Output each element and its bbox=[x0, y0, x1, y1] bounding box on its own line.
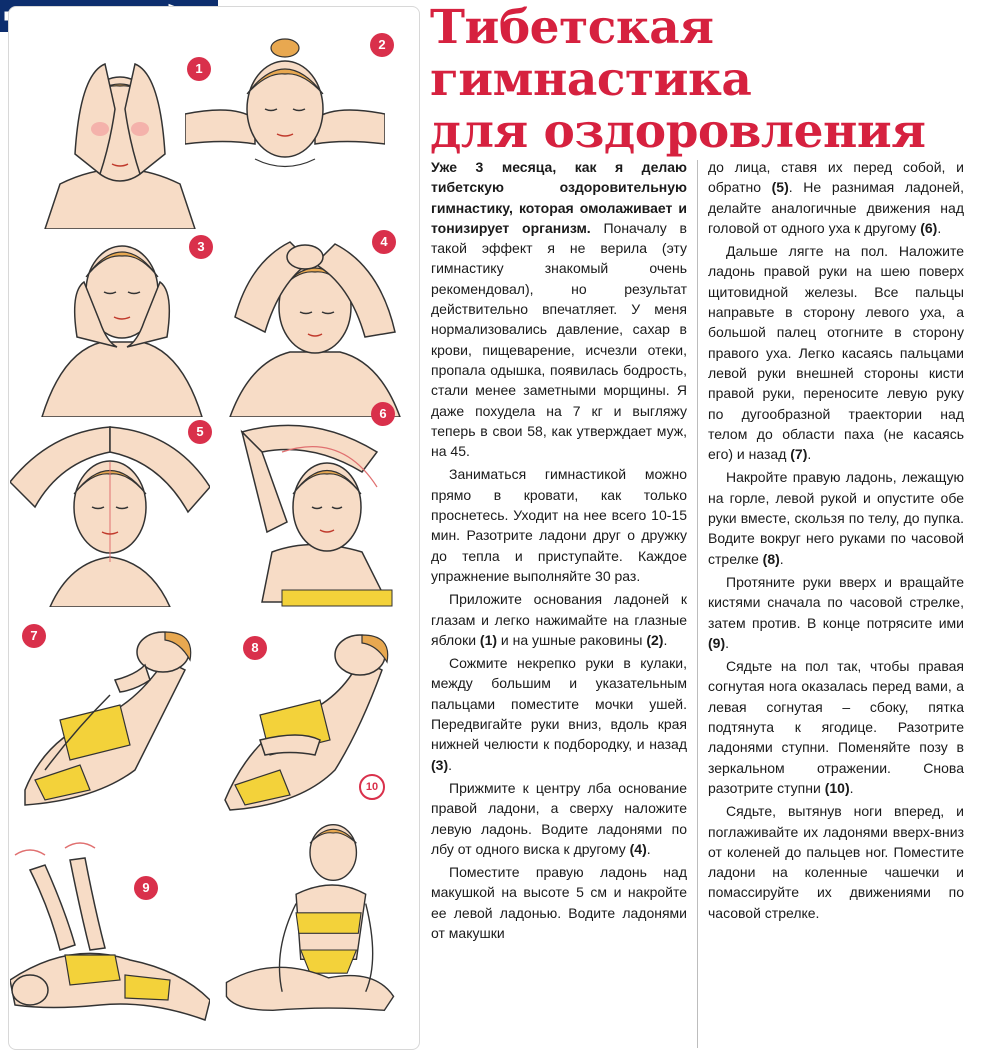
paragraph: Дальше лягте на пол. Наложите ладонь правой руки на шею поверх щитовидной железы. Все пальцы направьте в сторону левого уха, а большой палец отогните в сторону правого уха. Легко касаясь пальцами левой руки внешней стороны кисти правой руки, переносите левую руку по дугообразной траектории над телом до области паха (не касаясь его) и назад (7). bbox=[708, 243, 964, 463]
column-divider bbox=[697, 160, 698, 1048]
exercise-illustration-5 bbox=[10, 412, 210, 607]
paragraph: Протяните руки вверх и вращайте кистями сначала по часовой стрелке, затем против. В конце потрясите ими (9). bbox=[708, 573, 964, 651]
exercise-number-badge: 7 bbox=[22, 624, 46, 648]
exercise-illustration-10 bbox=[210, 820, 410, 1015]
article-column-1 bbox=[431, 157, 687, 946]
exercise-number-badge: 5 bbox=[188, 420, 212, 444]
paragraph: Приложите основания ладоней к глазам и легко нажимайте на глазные яблоки (1) и на ушные раковины (2). bbox=[431, 591, 687, 648]
paragraph: Сожмите некрепко руки в кулаки, между большим и указательным пальцами поместите мочки ушей. Передвигайте руки вниз, вдоль края нижней челюсти к подбородку, и назад (3). bbox=[431, 655, 687, 773]
title-line: Тибетская bbox=[430, 0, 714, 55]
lead-text: Уже 3 месяца, как я делаю тибетскую оздоровительную гимнастику, которая омолаживает и тонизирует организм. bbox=[431, 159, 687, 236]
title-line: для оздоровления bbox=[430, 104, 926, 159]
paragraph: Накройте правую ладонь, лежащую на горле, левой рукой и опустите обе руки вместе, скользя по телу, до пупка. Водите вокруг него руками по часовой стрелке (8). bbox=[708, 469, 964, 567]
exercise-number-badge: 3 bbox=[189, 235, 213, 259]
exercise-number-badge: 6 bbox=[371, 402, 395, 426]
exercise-illustration-2 bbox=[185, 34, 385, 229]
title-line: гимнастика bbox=[430, 52, 752, 107]
article-column-2 bbox=[708, 157, 964, 926]
paragraph: Прижмите к центру лба основание правой ладони, а сверху наложите левую ладонь. Водите ладонями по лбу от одного виска к другому (4). bbox=[431, 779, 687, 857]
exercise-illustration-9 bbox=[10, 830, 210, 1025]
exercise-number-badge: 2 bbox=[370, 33, 394, 57]
exercise-number-badge: 10 bbox=[359, 774, 385, 800]
exercise-illustration-6 bbox=[212, 412, 412, 607]
paragraph: Поместите правую ладонь над макушкой на высоте 5 см и накройте ее левой ладонью. Водите ладонями от макушки bbox=[431, 864, 687, 941]
exercise-number-badge: 9 bbox=[134, 876, 158, 900]
exercise-illustration-7 bbox=[15, 620, 215, 815]
exercise-number-badge: 8 bbox=[243, 636, 267, 660]
paragraph: до лица, ставя их перед собой, и обратно (5). Не разнимая ладоней, делайте аналогичные движения над головой от одного уха к другому (6). bbox=[708, 159, 964, 236]
exercise-number-badge: 1 bbox=[187, 57, 211, 81]
article-title bbox=[430, 2, 1000, 158]
paragraph: Сядьте, вытянув ноги вперед, и поглаживайте их ладонями вверх-вниз от коленей до пальцев ног. Поместите ладони на коленные чашечки и помассируйте их движениями по часовой стрелке. bbox=[708, 803, 964, 921]
paragraph: Уже 3 месяца, как я делаю тибетскую оздоровительную гимнастику, которая омолаживает и тонизирует организм. Поначалу в такой эффект я не верила (эту гимнастику знакомый очень рекомендовал), но результат действительно впечатляет. У меня нормализовались давление, сахар в крови, пищеварение, исчезли отеки, пропала одышка, появилась бодрость, стали менее заметными морщины. Я даже похудела на 7 кг и выгляжу теперь в свои 58, как утверждает муж, на 45. bbox=[431, 159, 687, 460]
exercise-number-badge: 4 bbox=[372, 230, 396, 254]
paragraph: Заниматься гимнастикой можно прямо в кровати, как только проснетесь. Уходит на нее всего 10-15 мин. Разотрите ладони друг о дружку до тепла и приступайте. Каждое упражнение выполняйте 30 раз. bbox=[431, 466, 687, 584]
paragraph: Сядьте на пол так, чтобы правая согнутая нога оказалась перед вами, а левая согнутая – сбоку, пятка подтянута к ягодице. Разотрите ладонями ступни. Поменяйте позу в зеркальном отражении. Снова разотрите ступни (10). bbox=[708, 658, 964, 796]
